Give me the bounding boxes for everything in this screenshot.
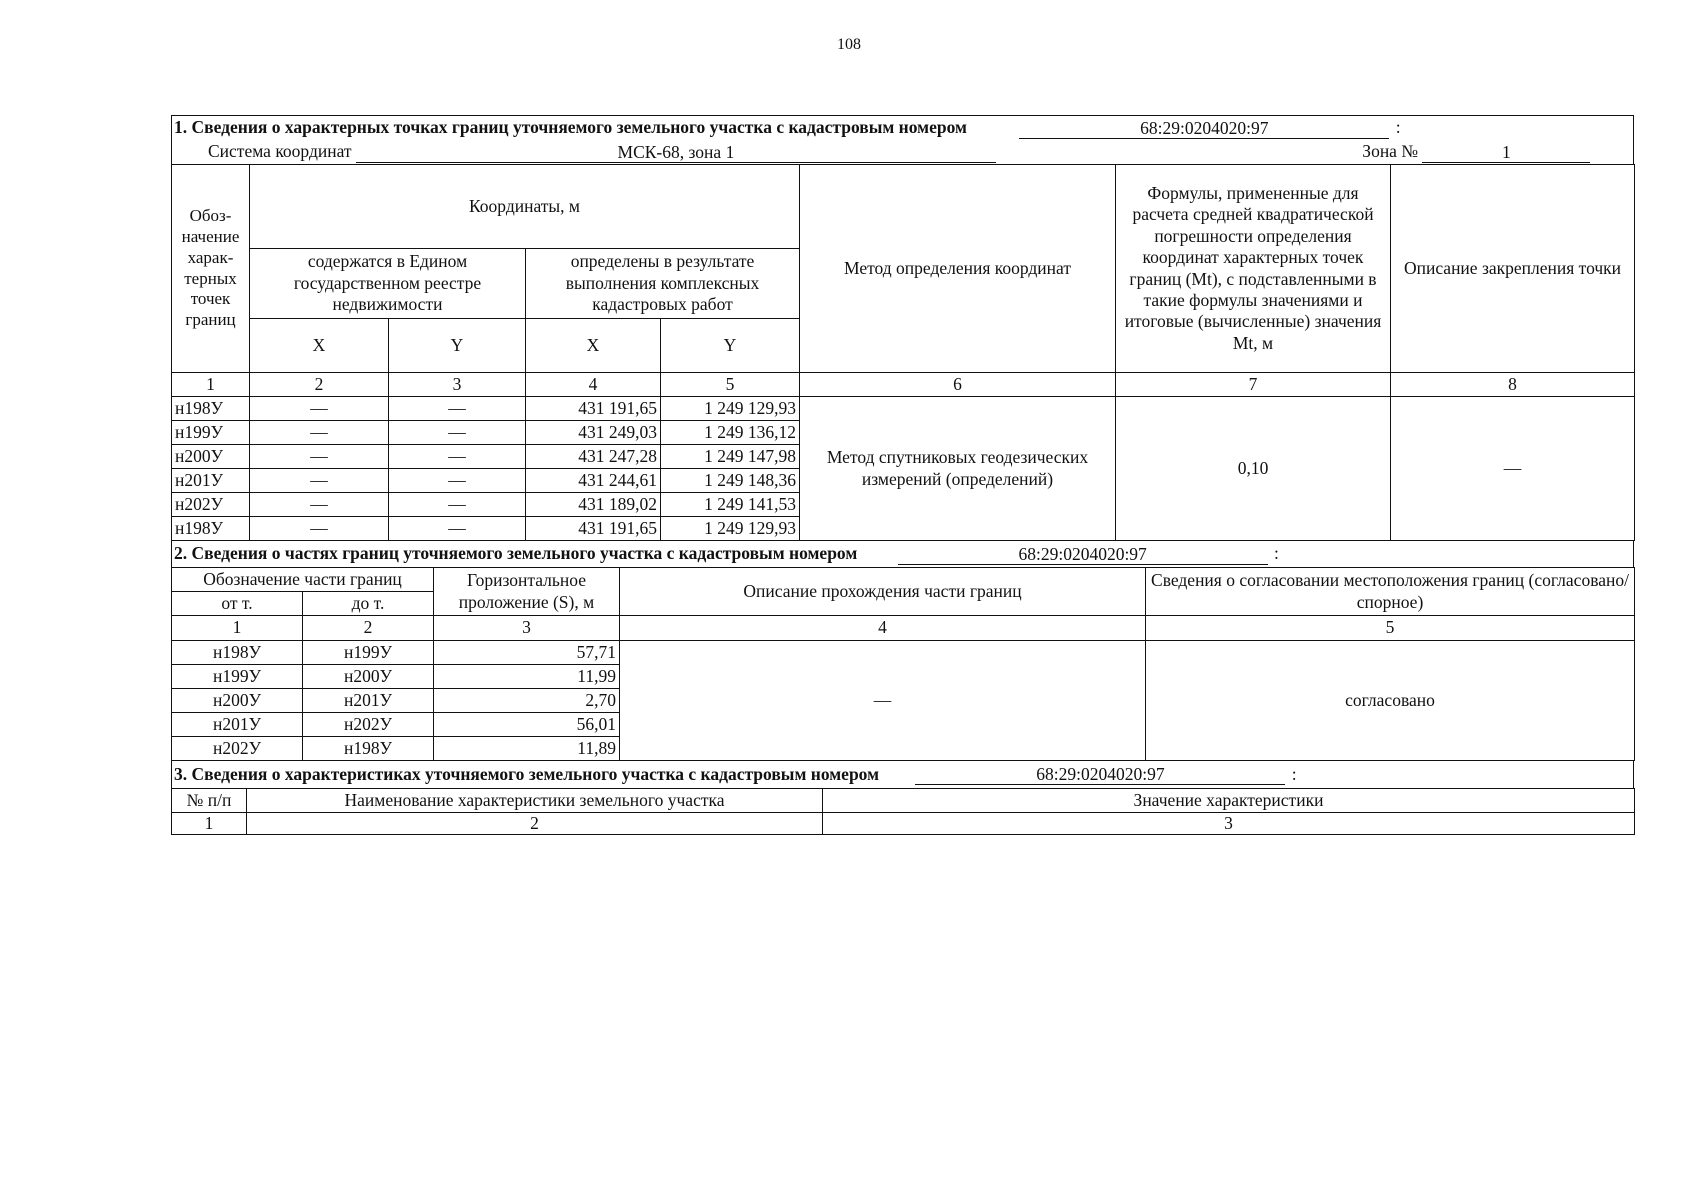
header-y-new: Y (661, 319, 800, 373)
header-determined: определены в результате выполнения комплексных кадастровых работ (526, 249, 800, 319)
x-old-cell: — (250, 517, 389, 541)
from-cell: н200У (172, 689, 303, 713)
section3-colon: : (1291, 763, 1297, 784)
col-number: 4 (526, 373, 661, 397)
zone-value: 1 (1422, 142, 1590, 163)
point-cell: н198У (172, 517, 250, 541)
page-number: 108 (837, 36, 861, 53)
col-number: 6 (800, 373, 1116, 397)
col-number: 3 (389, 373, 526, 397)
y-new-cell: 1 249 148,36 (661, 469, 800, 493)
point-cell: н198У (172, 397, 250, 421)
section1-col-numbers (172, 373, 1635, 397)
col-number: 5 (1146, 616, 1635, 641)
table-row (172, 397, 1635, 421)
header-formulas: Формулы, примененные для расчета средней квадратической погрешности определения координат характерных точек границ (Mt), с подставленными в такие формулы значениями и итоговые (вычисленные) значения Mt, м (1116, 165, 1391, 373)
x-old-cell: — (250, 397, 389, 421)
section1-header (171, 115, 1634, 165)
section3-cadastral-number: 68:29:0204020:97 (915, 764, 1285, 785)
section2-table (171, 567, 1635, 761)
x-old-cell: — (250, 445, 389, 469)
x-old-cell: — (250, 493, 389, 517)
to-cell: н201У (303, 689, 434, 713)
col-number: 2 (303, 616, 434, 641)
from-cell: н199У (172, 665, 303, 689)
method-value: Метод спутниковых геодезических измерений (определений) (800, 397, 1116, 541)
section3-header (171, 760, 1634, 789)
header-part-designation: Обозначение части границ (172, 568, 434, 592)
header-num: № п/п (172, 789, 247, 813)
col-number: 3 (823, 813, 1635, 835)
point-cell: н201У (172, 469, 250, 493)
x-old-cell: — (250, 421, 389, 445)
col-number: 4 (620, 616, 1146, 641)
section1-table (171, 164, 1635, 541)
col-number: 2 (247, 813, 823, 835)
s-cell: 2,70 (434, 689, 620, 713)
section3-col-numbers (172, 813, 1635, 835)
x-new-cell: 431 244,61 (526, 469, 661, 493)
section2-header (171, 540, 1634, 568)
description-value: — (1391, 397, 1635, 541)
y-old-cell: — (389, 469, 526, 493)
from-cell: н198У (172, 641, 303, 665)
section3-table (171, 788, 1635, 835)
x-new-cell: 431 249,03 (526, 421, 661, 445)
s-cell: 56,01 (434, 713, 620, 737)
header-horizontal: Горизонтальное проложение (S), м (434, 568, 620, 616)
section2-title: 2. Сведения о частях границ уточняемого земельного участка с кадастровым номером (174, 543, 858, 564)
header-to: до т. (303, 592, 434, 616)
table-row (172, 641, 1635, 665)
col-number: 1 (172, 616, 303, 641)
point-cell: н200У (172, 445, 250, 469)
header-coordinates: Координаты, м (250, 165, 800, 249)
passage-value: — (620, 641, 1146, 761)
header-description: Описание закрепления точки (1391, 165, 1635, 373)
section2-cadastral-number: 68:29:0204020:97 (898, 544, 1268, 565)
header-name: Наименование характеристики земельного участка (247, 789, 823, 813)
y-old-cell: — (389, 493, 526, 517)
point-cell: н199У (172, 421, 250, 445)
y-new-cell: 1 249 141,53 (661, 493, 800, 517)
cadastral-document (171, 115, 1634, 835)
coord-system-label: Система координат (208, 141, 352, 162)
section2-col-numbers (172, 616, 1635, 641)
to-cell: н199У (303, 641, 434, 665)
y-new-cell: 1 249 129,93 (661, 397, 800, 421)
col-number: 1 (172, 373, 250, 397)
col-number: 3 (434, 616, 620, 641)
zone-label: Зона № (1362, 141, 1419, 162)
x-old-cell: — (250, 469, 389, 493)
point-cell: н202У (172, 493, 250, 517)
header-x-old: X (250, 319, 389, 373)
header-from: от т. (172, 592, 303, 616)
y-old-cell: — (389, 445, 526, 469)
y-new-cell: 1 249 136,12 (661, 421, 800, 445)
agreement-value: согласовано (1146, 641, 1635, 761)
header-x-new: X (526, 319, 661, 373)
header-y-old: Y (389, 319, 526, 373)
header-value: Значение характеристики (823, 789, 1635, 813)
section1-colon: : (1395, 117, 1401, 138)
section3-title: 3. Сведения о характеристиках уточняемого земельного участка с кадастровым номером (174, 763, 880, 784)
s-cell: 11,89 (434, 737, 620, 761)
from-cell: н202У (172, 737, 303, 761)
y-old-cell: — (389, 517, 526, 541)
col-number: 1 (172, 813, 247, 835)
col-number: 8 (1391, 373, 1635, 397)
coord-system-value: МСК-68, зона 1 (356, 142, 996, 163)
mt-value: 0,10 (1116, 397, 1391, 541)
to-cell: н200У (303, 665, 434, 689)
col-number: 7 (1116, 373, 1391, 397)
y-old-cell: — (389, 421, 526, 445)
to-cell: н202У (303, 713, 434, 737)
y-old-cell: — (389, 397, 526, 421)
header-passage: Описание прохождения части границ (620, 568, 1146, 616)
x-new-cell: 431 191,65 (526, 517, 661, 541)
header-in-egrn: содержатся в Едином государственном реестре недвижимости (250, 249, 526, 319)
s-cell: 11,99 (434, 665, 620, 689)
col-number: 2 (250, 373, 389, 397)
y-new-cell: 1 249 147,98 (661, 445, 800, 469)
y-new-cell: 1 249 129,93 (661, 517, 800, 541)
section2-colon: : (1274, 543, 1279, 564)
header-agreement: Сведения о согласовании местоположения границ (согласовано/спорное) (1146, 568, 1635, 616)
to-cell: н198У (303, 737, 434, 761)
section1-title: 1. Сведения о характерных точках границ уточняемого земельного участка с кадастровым номером (174, 117, 967, 138)
from-cell: н201У (172, 713, 303, 737)
x-new-cell: 431 191,65 (526, 397, 661, 421)
x-new-cell: 431 189,02 (526, 493, 661, 517)
header-method: Метод определения координат (800, 165, 1116, 373)
header-designation: Обоз-начение харак-терных точек границ (172, 165, 250, 373)
section1-cadastral-number: 68:29:0204020:97 (1019, 118, 1389, 139)
x-new-cell: 431 247,28 (526, 445, 661, 469)
col-number: 5 (661, 373, 800, 397)
s-cell: 57,71 (434, 641, 620, 665)
